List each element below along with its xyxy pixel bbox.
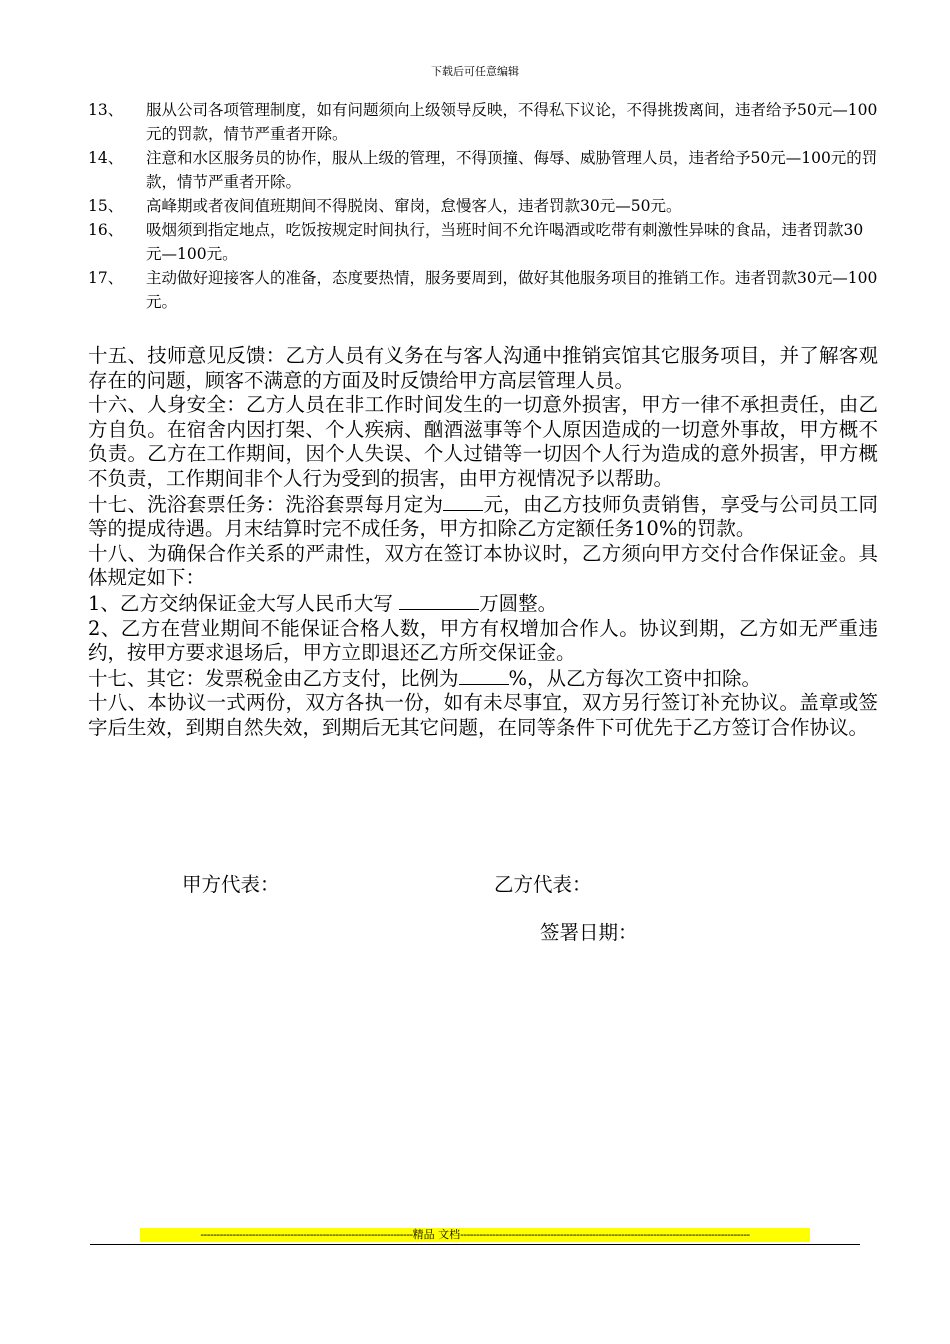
footer-label: 精品 文档 (412, 1228, 461, 1241)
footer-dashes-right: ------------------------------------------------------------------------------------------ (460, 1228, 750, 1241)
clause-other (88, 666, 878, 692)
rule-number: 13、 (88, 101, 124, 119)
party-b-signature-label: 乙方代表： (494, 873, 592, 896)
page-header: 下载后可任意编辑 (431, 65, 519, 78)
party-a-signature-label: 甲方代表： (182, 873, 280, 896)
rule-item (88, 266, 878, 314)
rule-item (88, 194, 878, 218)
rule-item (88, 98, 878, 146)
rule-text: 注意和水区服务员的协作，服从上级的管理，不得顶撞、侮辱、威胁管理人员，违者给予50元—100元的罚款，情节严重者开除。 (146, 149, 878, 191)
rule-text: 主动做好迎接客人的准备，态度要热情，服务要周到，做好其他服务项目的推销工作。违者罚款30元—100元。 (146, 269, 878, 311)
rule-item (88, 146, 878, 194)
clause-copies: 十八、本协议一式两份，双方各执一份，如有未尽事宜，双方另行签订补充协议。盖章或签字后生效，到期自然失效，到期后无其它问题，在同等条件下可优先于乙方签订合作协议。 (88, 691, 878, 739)
rule-number: 17、 (88, 269, 124, 287)
rule-number: 16、 (88, 221, 124, 239)
rule-text: 高峰期或者夜间值班期间不得脱岗、窜岗，怠慢客人，违者罚款30元—50元。 (146, 197, 682, 215)
clause-deposit-item-1 (88, 591, 878, 617)
footer-dashes-left: ------------------------------------------------------------------ (200, 1228, 413, 1241)
rule-number: 14、 (88, 149, 124, 167)
footer-divider (90, 1244, 860, 1245)
fill-blank (399, 591, 479, 610)
clause-text: 十七、洗浴套票任务：洗浴套票每月定为 (88, 492, 444, 516)
rule-item (88, 218, 878, 266)
clause-text: %，从乙方每次工资中扣除。 (508, 666, 762, 690)
clause-text: 十七、其它：发票税金由乙方支付，比例为 (88, 666, 459, 690)
fill-blank (459, 666, 509, 685)
clause-text: 元，由乙方技师负责销售，享受与公司员工同等的提成待遇。月末结算时完不成任务，甲方扣除乙方定额任务10%的罚款。 (88, 492, 878, 541)
rule-text: 吸烟须到指定地点，吃饭按规定时间执行，当班时间不允许喝酒或吃带有刺激性异味的食品，违者罚款30元—100元。 (146, 221, 864, 263)
clause-text: 万圆整。 (479, 591, 558, 615)
clause-feedback: 十五、技师意见反馈：乙方人员有义务在与客人沟通中推销宾馆其它服务项目，并了解客观存在的问题，顾客不满意的方面及时反馈给甲方高层管理人员。 (88, 344, 878, 392)
rule-text: 服从公司各项管理制度，如有问题须向上级领导反映，不得私下议论，不得挑拨离间，违者给予50元—100元的罚款，情节严重者开除。 (146, 101, 878, 143)
rule-number: 15、 (88, 197, 124, 215)
clause-bath-ticket (88, 492, 878, 542)
fill-blank (443, 492, 483, 511)
clause-deposit-item-2: 2、乙方在营业期间不能保证合格人数，甲方有权增加合作人。协议到期，乙方如无严重违约，按甲方要求退场后，甲方立即退还乙方所交保证金。 (88, 616, 878, 665)
signing-date-label: 签署日期： (540, 921, 638, 944)
footer-banner (140, 1228, 810, 1242)
clause-text: 1、乙方交纳保证金大写人民币大写 (88, 591, 400, 615)
clause-deposit: 十八、为确保合作关系的严肃性，双方在签订本协议时，乙方须向甲方交付合作保证金。具体规定如下： (88, 541, 878, 590)
agreement-body (88, 344, 878, 741)
rules-list (88, 98, 878, 314)
clause-personal-safety: 十六、人身安全：乙方人员在非工作时间发生的一切意外损害，甲方一律不承担责任，由乙方自负。在宿舍内因打架、个人疾病、酗酒滋事等个人原因造成的一切意外事故，甲方概不负责。乙方在工作期间，因个人失误、个人过错等一切因个人行为造成的意外损害，甲方概不负责，工作期间非个人行为受到的损害，由甲方视情况予以帮助。 (88, 393, 878, 490)
